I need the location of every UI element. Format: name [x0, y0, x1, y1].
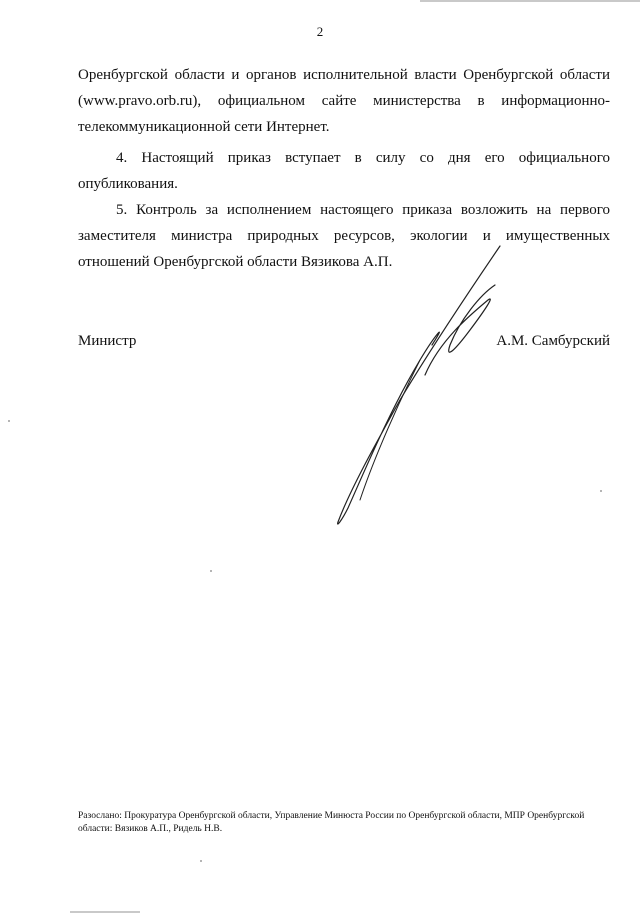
paragraph-line: Оренбургской области и органов исполнительной власти Оренбургской области — [78, 67, 610, 83]
scan-speck — [200, 860, 202, 862]
signatory-title: Министр — [78, 333, 137, 349]
scan-speck — [600, 490, 602, 492]
paragraph-line: опубликования. — [78, 176, 178, 192]
paragraph-line: 4. Настоящий приказ вступает в силу со дня его официального — [116, 150, 610, 166]
distribution-list — [78, 810, 618, 836]
paragraph-line: телекоммуникационной сети Интернет. — [78, 119, 330, 135]
page-number: 2 — [316, 24, 324, 39]
scan-edge-top — [420, 0, 640, 2]
distribution-line: области: Вязиков А.П., Ридель Н.В. — [78, 824, 223, 834]
distribution-line: Разослано: Прокуратура Оренбургской области, Управление Минюста России по Оренбургской области, МПР Оренбургской — [78, 811, 585, 821]
paragraph-line: (www.pravo.orb.ru), официальном сайте министерства в информационно- — [78, 93, 610, 109]
paragraph-publication — [78, 62, 610, 140]
paragraph-line: 5. Контроль за исполнением настоящего приказа возложить на первого — [116, 202, 610, 218]
signatory-name: А.М. Самбурский — [496, 333, 610, 349]
scan-speck — [8, 420, 10, 422]
handwritten-signature — [320, 240, 520, 530]
scan-speck — [210, 570, 212, 572]
paragraph-item-4 — [78, 145, 610, 197]
paragraph-line: заместителя министра природных ресурсов, экологии и имущественных — [78, 228, 610, 244]
paragraph-line: отношений Оренбургской области Вязикова А.П. — [78, 254, 393, 270]
